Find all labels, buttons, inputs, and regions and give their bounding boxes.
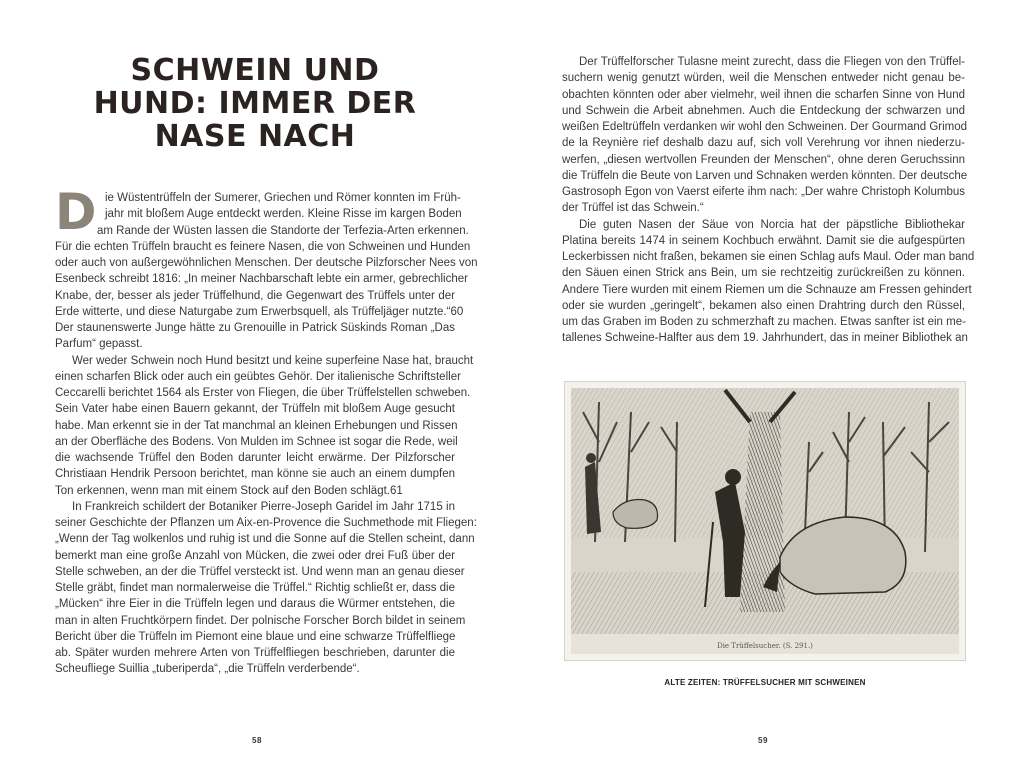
title-line: HUND: IMMER DER: [93, 86, 417, 121]
text-line: die wachsende Trüffel den Boden darunter leicht erwärme. Der Pilzforscher: [55, 452, 455, 464]
text-line: die Trüffeln die Beute von Larven und Schnaken werden könnten. Der deutsche: [562, 169, 968, 182]
text-line: an der Oberfläche des Bodens. Von Mulden im Schnee ist sogar die Rede, weil: [55, 435, 458, 448]
text-line: der Trüffel ist das Schwein.“: [562, 202, 704, 215]
text-line: Der Trüffelforscher Tulasne meint zurecht, dass die Fliegen von den Trüffel-: [579, 56, 965, 68]
engraving-illustration: [564, 381, 966, 661]
text-line: suchern wenig genutzt würden, weil die Menschen entweder nicht genau be-: [562, 72, 965, 85]
engraving-image: [565, 382, 965, 660]
figure-caption: ALTE ZEITEN: TRÜFFELSUCHER MIT SCHWEINEN: [664, 678, 866, 687]
text-line: „Wenn der Tag wolkenlos und ruhig ist und die Sonne auf die Stellen scheint, dann: [55, 533, 475, 546]
text-line: Andere Tiere wurden mit einem Riemen um die Schnauze am Fressen gehindert: [562, 283, 972, 296]
text-line: Stelle gräbt, findet man normalerweise die Trüffel.“ Richtig schließt er, dass die: [55, 582, 455, 594]
page-number: 59: [758, 736, 768, 745]
text-line: den Säuen einen Strick ans Bein, um sie rechtzeitig zurückreißen zu können.: [562, 267, 965, 280]
text-line: Platina bereits 1474 in seinem Kochbuch erwähnt. Damit sie die aufgespürten: [562, 234, 965, 247]
text-line: oder sie wurden „geringelt“, bekamen also einen Drahtring durch den Rüssel,: [562, 299, 965, 312]
text-line: Ton erkennen, wenn man mit einem Stock auf den Boden schlägt.61: [55, 484, 403, 497]
right-body-text: [562, 54, 975, 347]
text-line: Die guten Nasen der Säue von Norcia hat der päpstliche Bibliothekar: [579, 218, 965, 231]
text-line: Christiaan Hendrik Persoon berichtet, man könne sie auch an einem dumpfen: [55, 468, 455, 481]
text-line: Parfum“ gepasst.: [55, 338, 143, 351]
text-line: und Schwein die Arbeit abnehmen. Auch die Entdeckung der schwarzen und: [562, 104, 965, 117]
text-line: bemerkt man eine große Anzahl von Mücken, die zwei oder drei Fuß über der: [55, 549, 455, 562]
text-line: einen scharfen Blick oder auch ein geübtes Gehör. Der italienische Schriftsteller: [55, 370, 461, 383]
text-line: Gastrosoph Egon von Vaerst eiferte ihm nach: „Der wahre Christoph Kolumbus: [562, 186, 965, 198]
text-line: Ceccarelli berichtet 1564 als Erster von Fliegen, die über Trüffelstellen schweben.: [55, 387, 471, 399]
text-line: Bericht über die Trüffeln im Piemont eine blaue und eine schwarze Trüffelfliege: [55, 630, 456, 643]
text-line: Scheufliege Suillia „tuberiperda“, „die Trüffeln verderbende“.: [55, 663, 360, 676]
text-line: man in alten Fruchtkörpern findet. Der polnische Forscher Borch bildet in seinem: [55, 614, 466, 627]
text-line: habe. Man erkennt sie in der Tat manchmal an kleinen Erhebungen und Rissen: [55, 419, 458, 432]
text-line: Stelle schweben, an der die Trüffel versteckt ist. Und wenn man an genau dieser: [55, 565, 465, 578]
text-line: de la Reynière rief deshalb dazu auf, sich voll Verehrung vor ihnen niederzu-: [562, 137, 965, 150]
text-line: seiner Geschichte der Pflanzen um Aix-en-Provence die Suchmethode mit Fliegen:: [55, 517, 477, 529]
drop-cap: D: [55, 183, 97, 241]
right-page: [510, 0, 1020, 765]
text-line: In Frankreich schildert der Botaniker Pierre-Joseph Garidel im Jahr 1715 in: [72, 500, 455, 513]
text-line: um das Graben im Boden zu schmerzhaft zu machen. Etwas sanfter ist ein me-: [562, 316, 966, 328]
text-line: Der staunenswerte Junge hätte zu Grenouille in Patrick Süskinds Roman „Das: [55, 322, 455, 334]
engraving-label: Die Trüffelsucher. (S. 291.): [717, 642, 813, 650]
text-line: Knabe, der, besser als jeder Trüffelhund, die Gegenwart des Trüffels unter der: [55, 289, 455, 302]
text-line: Esenbeck schreibt 1816: „In meiner Nachbarschaft lebte ein armer, gebrechlicher: [55, 273, 468, 286]
text-line: oder auch von außergewöhnlichen Menschen. Der deutsche Pilzforscher Nees von: [55, 257, 478, 269]
text-line: Für die echten Trüffeln braucht es feinere Nasen, die von Schweinen und Hunden: [55, 240, 471, 253]
title-line: SCHWEIN UND: [130, 53, 380, 88]
text-line: Sein Vater habe einen Bauern gekannt, der Trüffeln mit bloßem Auge gesucht: [55, 403, 455, 416]
text-line: ie Wüstentrüffeln der Sumerer, Griechen und Römer konnten im Früh-: [105, 192, 461, 204]
text-line: obachten könnten oder aber vielmehr, weil ihnen die scharfen Sinne von Hund: [562, 88, 965, 101]
text-line: Leckerbissen nicht fraßen, bekamen sie einen Schlag aufs Maul. Oder man band: [562, 251, 975, 263]
left-body-text: [55, 183, 478, 678]
text-line: am Rande der Wüsten lassen die Standorte der Terfezia-Arten erkennen.: [97, 224, 469, 237]
page-number: 58: [252, 736, 262, 745]
title-line: NASE NACH: [154, 119, 356, 154]
chapter-title: [70, 54, 440, 153]
text-line: tallenes Schweine-Halfter aus dem 19. Jahrhundert, das in meiner Bibliothek an: [562, 332, 968, 345]
text-line: jahr mit bloßem Auge entdeckt werden. Kleine Risse im kargen Boden: [105, 208, 462, 221]
text-line: werfen, „diesen wertvollen Freunden der Menschen“, ohne deren Geruchssinn: [562, 153, 965, 166]
text-line: „Mücken“ ihre Eier in die Trüffeln legen und daraus die Würmer entstehen, die: [55, 598, 455, 611]
text-line: Wer weder Schwein noch Hund besitzt und keine superfeine Nase hat, braucht: [72, 354, 474, 367]
text-line: weißen Edeltrüffeln verdanken wir wohl den Schweinen. Der Gourmand Grimod: [562, 121, 968, 133]
text-line: Erde witterte, und diese Naturgabe zum Erwerbsquell, als Trüffeljäger nutzte.“60: [55, 305, 464, 318]
text-line: ab. Später wurden mehrere Arten von Trüffelfliegen beschrieben, darunter die: [55, 647, 455, 659]
